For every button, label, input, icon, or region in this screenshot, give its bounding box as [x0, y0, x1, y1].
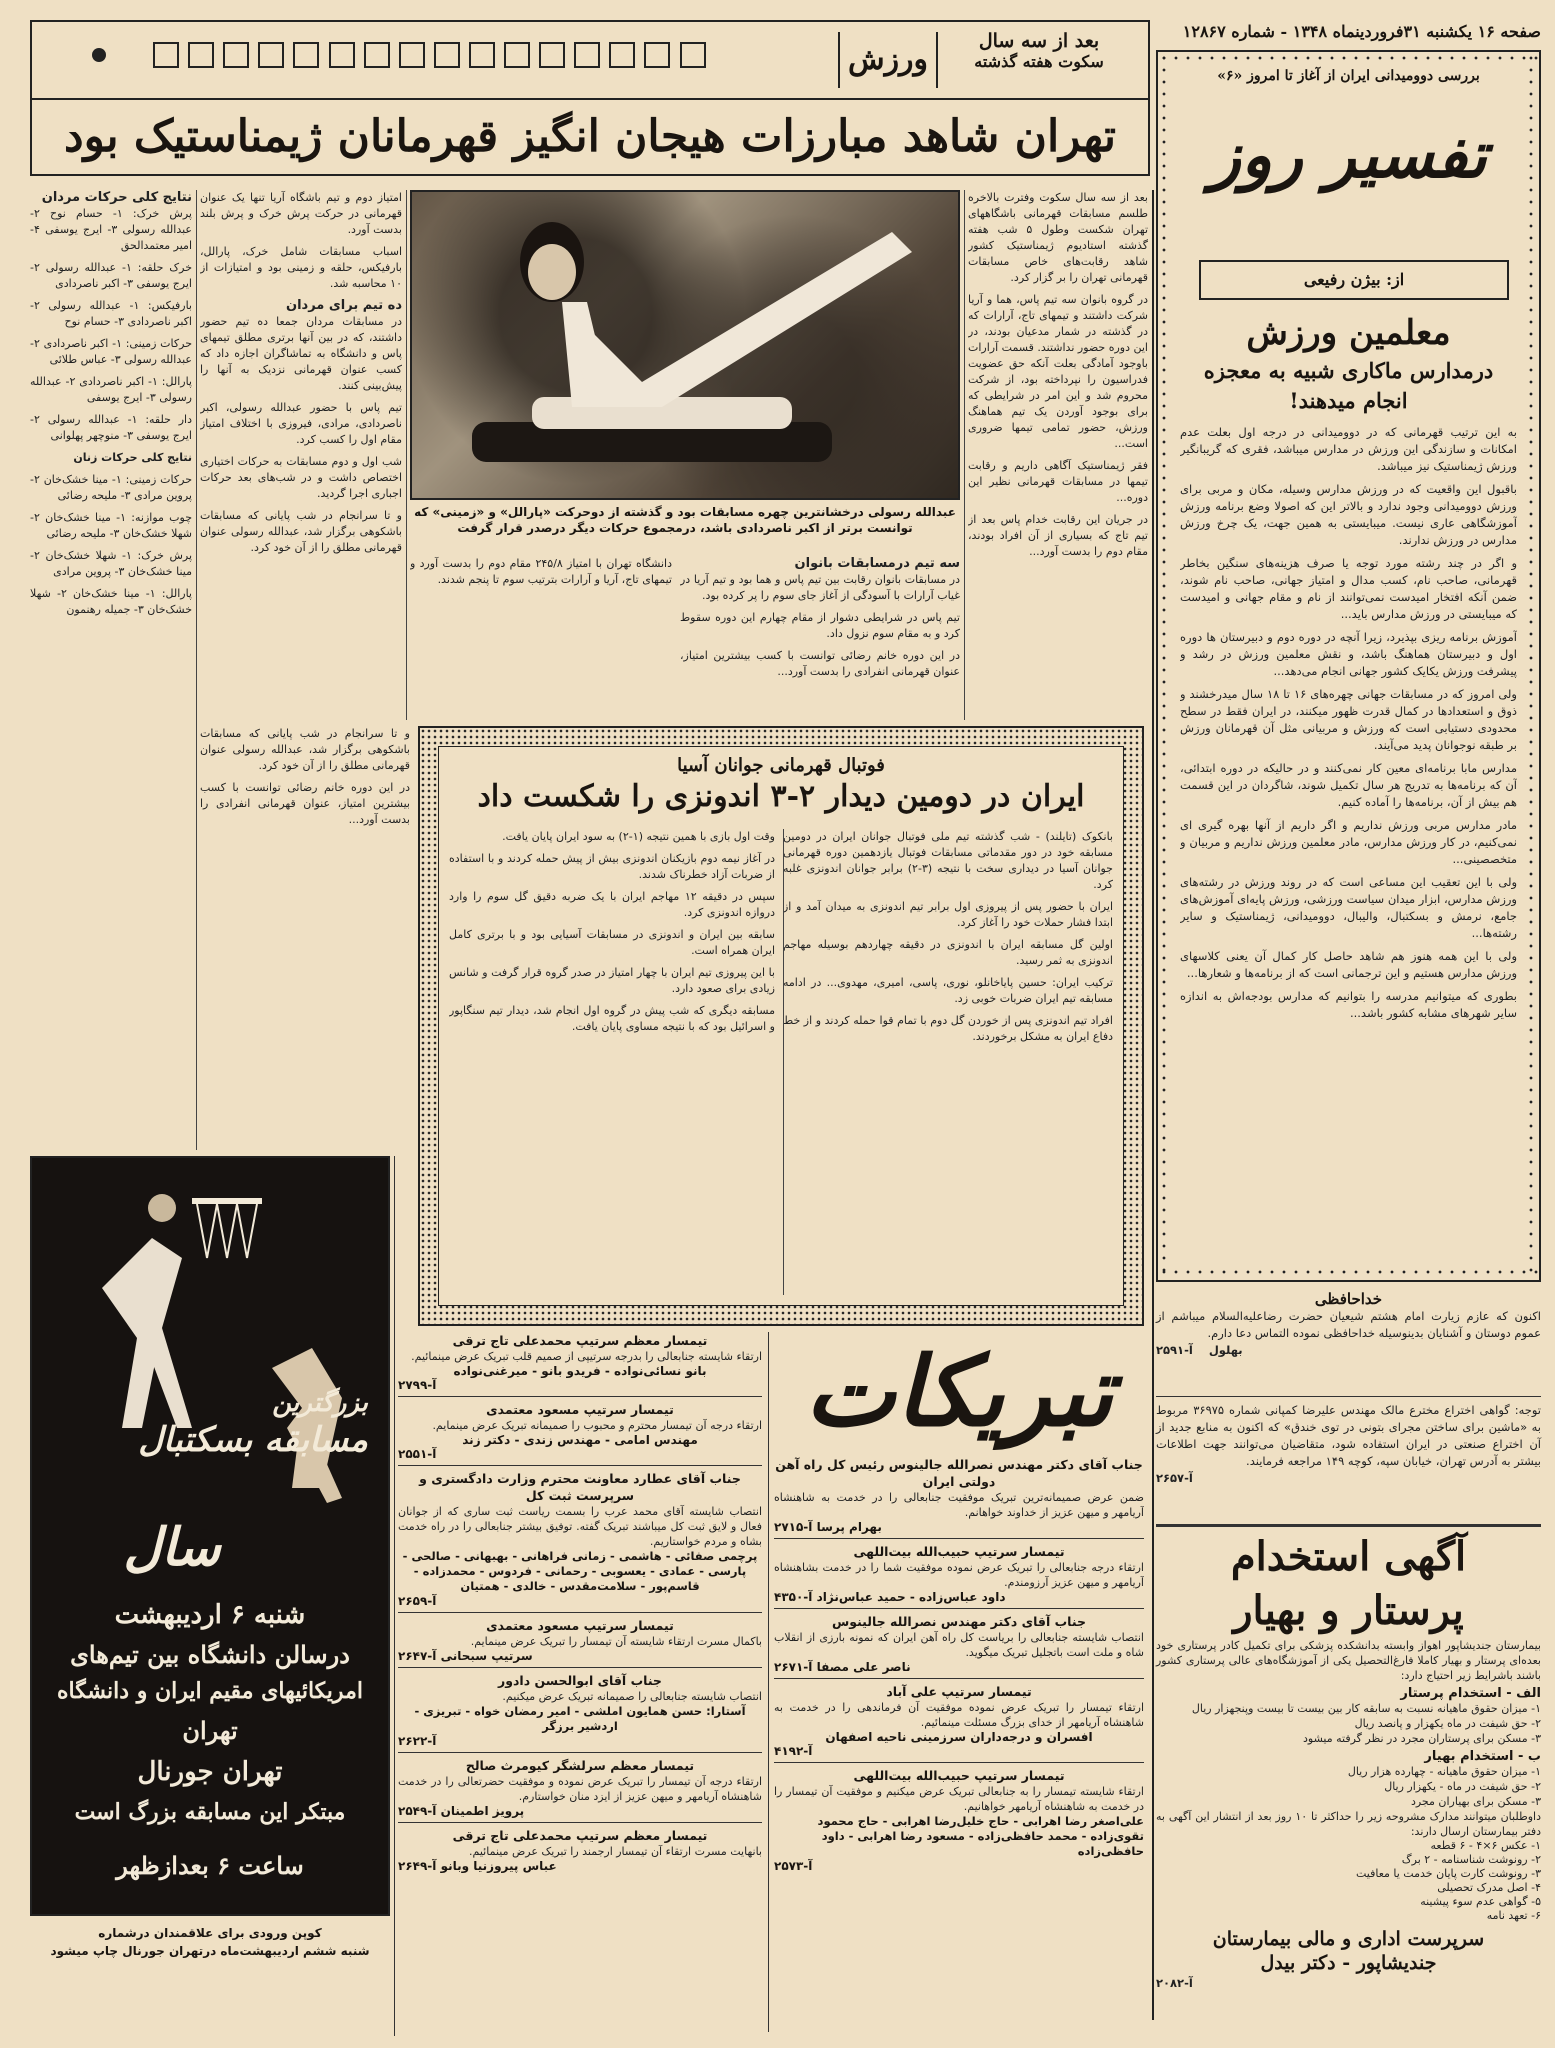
tabrik-body: ضمن عرض صمیمانه‌ترین تبریک موفقیت جنابعالی را در خدمت به شاهنشاه آریامهر و میهن عزیز از خداوند خواهانم.	[774, 1491, 1144, 1519]
column-rule	[768, 1332, 769, 2032]
football-paragraph: با این پیروزی تیم ایران با چهار امتیاز در صدر گروه قرار گرفت و شانس زیادی برای صعود دارد.	[449, 966, 775, 995]
kicker-bottom: سکوت هفته گذشته	[974, 52, 1104, 71]
result-line: بارفیکس: ۱- عبدالله رسولی ۲- اکبر ناصردادی ۳- حسام نوح	[30, 299, 192, 328]
tabrik-sign: عباس پیروزنیا وبانو	[440, 1859, 557, 1873]
main-headline: تهران شاهد مبارزات هیجان انگیز قهرمانان ژیمناستیک بود	[64, 111, 1116, 162]
sport-icon-wrestling	[469, 42, 495, 68]
notice-ref: آ-۲۵۹۱	[1156, 1343, 1193, 1357]
tabrik-sign: ناصر علی مصفا	[816, 1660, 911, 1674]
result-line: دار حلقه: ۱- عبدالله رسولی ۲- ایرج یوسفی ۳- منوچهر پهلوانی	[30, 413, 192, 442]
result-line: حرکات زمینی: ۱- اکبر ناصردادی ۲- عبدالله رسولی ۳- عباس طلائی	[30, 337, 192, 366]
job-ad-title-2: پرستار و بهیار	[1233, 1587, 1464, 1634]
job-ad-item: ۳- مسکن برای پرستاران مجرد در نظر گرفته میشود	[1303, 1732, 1541, 1745]
section-label: ورزش	[847, 42, 929, 77]
license-ref: آ-۲۶۵۷	[1156, 1471, 1193, 1485]
job-ad-item: ۱- میزان حقوق ماهیانه - چهارده هزار ریال	[1347, 1765, 1541, 1778]
tabrik-item	[774, 1613, 1144, 1674]
tabrik-item	[398, 1672, 762, 1748]
column-paragraph: به این ترتیب قهرمانی که در دوومیدانی در درجه اول بعلت عدم امکانات و سازندگی این ورزش در مدارس میباشد، فقری که گریبانگیر ورزش ژیمناستیک نیز میباشد.	[1180, 425, 1517, 473]
plus-border-left	[1158, 52, 1172, 1280]
tabrik-body: بانهایت مسرت ارتقاء آن تیمسار ارجمند را تبریک عرض مینمائیم.	[469, 1845, 762, 1858]
sport-icon-volleyball	[329, 42, 355, 68]
job-ad-doc: ۲- رونوشت شناسنامه - ۲ برگ	[1401, 1853, 1541, 1866]
football-paragraph: سابقه بین ایران و اندونزی در مسابقات آسیایی بود و با برتری کامل ایران همراه است.	[449, 928, 775, 957]
notice-title: خداحافظی	[1314, 1290, 1383, 1308]
result-line: چوب موازنه: ۱- مینا خشک‌خان ۲- شهلا خشک‌خان ۳- ملیحه رضائی	[30, 511, 192, 540]
sport-icon-football	[293, 42, 319, 68]
job-ad-item: ۳- مسکن برای بهیاران مجرد	[1410, 1795, 1541, 1808]
job-ad-section-a: الف - استخدام پرستار	[1400, 1686, 1541, 1701]
tabrik-body: ارتقاء شایسته جنابعالی را بدرجه سرتیپی از صمیم قلب تبریک عرض مینمائیم.	[411, 1350, 762, 1363]
tabrik-sign: داود عباس‌زاده - حمید عباس‌نژاد	[816, 1590, 1006, 1604]
tabrik-ref: آ-۴۳۵۰	[774, 1590, 813, 1604]
gym-continuation	[200, 726, 410, 1146]
divider	[398, 1752, 762, 1753]
job-ad-sign-1: سرپرست اداری و مالی بیمارستان	[1212, 1928, 1485, 1950]
gymnast-figure-icon	[412, 192, 958, 498]
byline: از: بیژن رفیعی	[1303, 270, 1405, 289]
job-ad-intro: بیمارستان جندیشاپور اهواز وابسته بدانشکده پزشکی برای تکمیل کادر پرستاری خود بعده‌ای پرستار و بهیار کاملا فارغ‌التحصیل یکی از آموزشگاه‌های عالی پرستاری کشور باشند باشرایط زیر احتیاج دارد:	[1156, 1639, 1541, 1682]
tabrik-sign: آستارا: حسن همایون املشی - امیر رمضان خواه - تبریزی - اردشیر برزگر	[414, 1704, 746, 1733]
tafsir-logo	[1178, 96, 1519, 246]
women-section	[680, 556, 960, 720]
column-paragraph: و اگر در چند رشته مورد توجه یا صرف هزینه‌های سنگین بخاطر قهرمانی، صاحب نام، کسب مدال و امتیاز جهانی، صاحب نام شوند، ضمن آنکه افتخار امیدست نمی‌توانند از نام و مقام جهانی و امیدست که میبایستی در ورزش مدارس باید...	[1180, 556, 1517, 621]
tabrik-ref: آ-۲۶۴۹	[398, 1859, 437, 1873]
header-kicker	[944, 30, 1134, 71]
tafsir-rooz-column	[1156, 50, 1541, 1282]
sport-icon-weightlifting	[434, 42, 460, 68]
job-ad-item: ۲- حق شیفت در ماه یکهزار و پانصد ریال	[1354, 1717, 1541, 1730]
tabrik-body: باکمال مسرت ارتقاء شایسته آن تیمسار را تبریک عرض مینمایم.	[470, 1635, 762, 1648]
football-paragraph: ایران با حضور پس از پیروزی اول برابر تیم اندونزی به میدان آمد و از ابتدا فشار حملات خود را آغاز کرد.	[783, 900, 1113, 929]
tabrik-ref: آ-۲۷۱۵	[774, 1520, 813, 1534]
tabrik-body: ارتقاء درجه جنابعالی را تبریک عرض نموده موفقیت شما را در خدمت بشاهنشاه آریامهر و میهن عزیز آرزومندم.	[774, 1561, 1144, 1589]
tabrik-head: تیمسار سرتیپ حبیب‌الله بیت‌اللهی	[853, 1544, 1065, 1559]
tabrik-item	[774, 1767, 1144, 1873]
tabrikat-left-column	[398, 1332, 762, 2036]
tabrik-item	[398, 1332, 762, 1392]
column-body	[1180, 424, 1517, 1264]
column-paragraph: باقبول این واقعیت که در ورزش مدارس وسیله، مکان و مربی برای ورزش دوومیدانی وجود ندارد و بالاتر این که اصولا وضع برنامه ورزش آموزشگاهی عاری نیست. میبایستی به همین جهت، یک چرخ ورزش مدارس در ورزش ندارند.	[1180, 482, 1517, 547]
tabrik-item	[398, 1757, 762, 1818]
column-paragraph: ولی با این تعقیب این مساعی است که در روند ورزش در رشته‌های ورزش مدارس، ابزار میدان سیاست ورزشی، ورزش پایه‌ای آموزش‌های جامع، نرمش و بسکتبال، والیبال، دوومیدانی، ژیمناستیک و سایر رشته‌ها...	[1180, 875, 1517, 940]
football-paragraph: افراد تیم اندونزی پس از خوردن گل دوم با تمام قوا حمله کردند و از خط دفاع ایران به مشکل برخوردند.	[783, 1014, 1113, 1043]
women-paragraph: تیم پاس در شرایطی دشوار از مقام چهارم این دوره سقوط کرد و به مقام سوم نزول داد.	[680, 611, 960, 640]
tabrik-ref: آ-۲۶۷۱	[774, 1660, 813, 1674]
coupon-line-2: شنبه ششم اردیبهشت‌ماه درتهران جورنال چاپ میشود	[50, 1944, 370, 1958]
tabrik-ref: آ-۲۷۹۹	[398, 1378, 437, 1392]
football-col-rule	[783, 829, 784, 1295]
divider	[774, 1678, 1144, 1679]
tabrik-head: تیمسار سرتیپ مسعود معتمدی	[486, 1618, 674, 1633]
tabrik-item	[774, 1543, 1144, 1604]
gym-narrow-paragraph: اسباب مسابقات شامل خرک، پارالل، بارفیکس، حلقه و زمینی بود و امتیازات از ۱۰ محاسبه شد.	[200, 245, 402, 290]
job-ad-ref: آ-۲۰۸۲	[1156, 1976, 1193, 1990]
notice-license	[1156, 1402, 1541, 1520]
tabrik-head: تیمسار معظم سرلشگر کیومرث صالح	[465, 1758, 695, 1773]
tabrik-ref: آ-۲۶۲۲	[398, 1734, 437, 1748]
tabrik-sign: پرویز اطمینان	[440, 1804, 525, 1818]
job-ad-doc: ۶- تعهد نامه	[1486, 1909, 1541, 1922]
tabrik-ref: آ-۴۱۹۲	[774, 1744, 813, 1758]
tabrik-sign: پرچمی صفائی - هاشمی - زمانی فراهانی - بهبهانی - صالحی - پارسی - عمادی - یعسوبی - رحمانی - فردوس - محمدزاده - قاسم‌پور - سلامت‌مقدس - خالدی - همتیان	[402, 1549, 758, 1593]
men-paragraph: در مسابقات مردان جمعا ده تیم حضور داشتند، که در بین آنها برتری مطلق تیمهای پاس و دانشگاه به تماشاگران اجازه داد که کسب عنوان قهرمانی نزدیک به آنها را پیش‌بینی کنند.	[200, 315, 402, 392]
result-line: پارالل: ۱- مینا خشک‌خان ۲- شهلا خشک‌خان ۳- جمیله رهنمون	[30, 587, 192, 616]
notice-khodahafezi	[1156, 1290, 1541, 1390]
gymnast-photo	[410, 190, 960, 500]
column-paragraph: آموزش برنامه ریزی بپذیرد، زیرا آنچه در دوره دوم و دبیرستان ها دوره اول و دبیرستان هماهنگ باشد، و نقش معلمین ورزش در رشد و پیشرفت ورزش یکایک کشور جهانی انجام می‌دهد...	[1180, 630, 1517, 678]
gym-intro-paragraph: فقر ژیمناستیک آگاهی داریم و رقابت تیمها در مسابقات قهرمانی نظیر این دوره...	[968, 459, 1148, 504]
gym-narrow-paragraph: امتیاز دوم و تیم باشگاه آریا تنها یک عنوان قهرمانی در حرکت پرش خرک و پرش بلند بدست آورد.	[200, 191, 402, 236]
tabrik-head: تیمسار سرتیپ علی آباد	[886, 1684, 1032, 1699]
column-subhead: درمدارس ماکاری شبیه به معجزه انجام میدهند!	[1203, 358, 1494, 413]
job-ad-doc: ۴- اصل مدرک تحصیلی	[1437, 1881, 1541, 1894]
men-paragraph: تیم پاس با حضور عبدالله رسولی، اکبر ناصردادی، مرادی، فیروزی با اختلاف امتیاز مقام اول را کسب کرد.	[200, 401, 402, 446]
job-ad-doc: ۱- عکس ۶×۴ - ۶ قطعه	[1430, 1839, 1541, 1852]
football-paragraph: اولین گل مسابقه ایران با اندونزی در دقیقه چهاردهم بوسیله مهاجم اندونزی به ثمر رسید.	[783, 938, 1113, 967]
job-ad-item: ۲- حق شیفت در ماه - یکهزار ریال	[1384, 1780, 1541, 1793]
column-paragraph: مدارس مابا برنامه‌ای معین کار نمی‌کنند و در حالیکه در دوره ابتدائی، آن که برنامه‌ها به تدریج هر سال تکمیل شوند، شاگردان در این قسمت هم بیش از آن، برنامه‌ها را آماده کنیم.	[1180, 761, 1517, 809]
tabrikat-title: تبریکات	[804, 1335, 1113, 1448]
column-rule	[406, 190, 407, 720]
result-line: پرش خرک: ۱- حسام نوح ۲- عبدالله رسولی ۳- ایرج یوسفی ۴- امیر معتمدالحق	[30, 207, 192, 252]
header-divider	[32, 98, 1148, 100]
tabrik-head: جناب آقای دکتر مهندس نصرالله جالینوس رئیس کل راه آهن دولتی ایران	[775, 1457, 1143, 1489]
result-line: پرش خرک: ۱- شهلا خشک‌خان ۲- مینا خشک‌خان ۳- پروین مرادی	[30, 549, 192, 578]
divider	[1156, 1396, 1541, 1397]
sport-icon-boxing	[364, 42, 390, 68]
kicker-top: بعد از سه سال	[978, 30, 1100, 52]
basket-line-3: سال	[123, 1517, 221, 1578]
tabrik-body: انتصاب شایسته جنابعالی را صمیمانه تبریک عرض میکنیم.	[502, 1690, 762, 1703]
job-ad-note: داوطلبان میتوانند مدارک مشروحه زیر را حداکثر تا ۱۰ روز بعد از انتشار این آگهی به دفتر بیمارستان ارسال دارند:	[1156, 1810, 1541, 1838]
column-strap: بررسی دوومیدانی ایران از آغاز تا امروز «۶»	[1217, 68, 1480, 84]
tabrikat-title-box	[774, 1332, 1144, 1452]
tabrikat-right-column	[774, 1456, 1144, 2036]
sport-icon-rowing	[539, 42, 565, 68]
column-paragraph: مادر مدارس مربی ورزش نداریم و اگر داریم از آنها بهره گیری ای نمی‌کنیم، در کار ورزش مدارس، مادر معلمین ورزش نداریم و مربیان و متخصصینی...	[1180, 818, 1517, 866]
basket-time: ساعت ۶ بعدازظهر	[116, 1851, 304, 1880]
byline-box	[1199, 260, 1509, 300]
tabrik-item	[774, 1683, 1144, 1758]
job-ad-section-b: ب - استخدام بهیار	[1424, 1749, 1541, 1764]
column-paragraph: بطوری که میتوانیم مدرسه را بتوانیم که مدارس بودجه‌اش به اندازه سایر شهرهای مشابه کشور باشد...	[1180, 989, 1517, 1020]
basketball-ad	[30, 1156, 390, 1916]
column-paragraph: ولی امروز که در مسابقات جهانی چهره‌های ۱۶ تا ۱۸ سال میدرخشند و ذوق و استعدادها در کمال قدرت ظهور میکنند، در ایران فقط در سطح محدودی دستیابی است که ورزش و مربیانی مثل آن قهرمانان ورزش بر طبقه نوجوانان پدید می‌آیند.	[1180, 687, 1517, 752]
column-rule	[196, 190, 197, 1150]
divider	[398, 1612, 762, 1613]
football-paragraph: سپس در دقیقه ۱۲ مهاجم ایران با یک ضربه دقیق گل سوم را وارد دروازه اندونزی کرد.	[449, 890, 775, 919]
results-column	[30, 190, 192, 1150]
column-paragraph: ولی با این همه هنوز هم شاهد حاصل کار کمال آن یعنی کلاسهای ورزش مدارس هستیم و این ترجمانی است که از برنامه‌ها و شعارها...	[1180, 949, 1517, 980]
tabrik-body: انتصاب شایسته آقای محمد عرب را بسمت ریاست ثبت ساری که از جوانان فعال و لایق ثبت کل میباشند تبریک گفته. توفیق بیشتر جنابعالی را در راه خدمت بشاه و مردم خواستاریم.	[398, 1505, 762, 1548]
plus-border-right	[1525, 52, 1539, 1280]
gym-intro-paragraph: در جریان این رقابت خدام پاس بعد از تیم تاج که بسیاری از آن افراد بودند، مقام دوم را بدست آورد...	[968, 513, 1148, 558]
license-body: توجه: گواهی اختراع مخترع مالک مهندس علیرضا کمپانی شماره ۳۶۹۷۵ مربوط به «ماشین برای ساختن مجرای بتونی در توی خندق» که اکنون به منابع جدید از آن اختراع صنعتی در ایران استفاده شود، متقاضیان می‌توانند جهت اطلاعات بیشتر به آدرس تهران، خیابان سپه، کوچه ۱۴۹ مراجعه فرمایند.	[1156, 1403, 1541, 1468]
women-paragraph: در این دوره خانم رضائی توانست با کسب بیشترین امتیاز، عنوان قهرمانی انفرادی را بدست آورد...	[680, 649, 960, 678]
basket-venue-1: درسالن دانشگاه بین تیم‌های	[70, 1640, 350, 1669]
women-paragraph: در مسابقات بانوان رقابت بین تیم پاس و هما بود و تیم آریا در غیاب آرارات با آسودگی از آغاز جای سوم را پر کرده بود.	[680, 573, 960, 602]
sport-icon-swimming	[188, 42, 214, 68]
tabrik-item	[398, 1401, 762, 1461]
column-rule	[1152, 190, 1154, 2020]
sport-icon-running	[223, 42, 249, 68]
main-headline-wrap	[32, 104, 1148, 170]
football-paragraph: بانکوک (تایلند) - شب گذشته تیم ملی فوتبال جوانان ایران در دومین مسابقه خود در دور مقدماتی مسابقات فوتبال یازدهمین دوره قهرمانی جوانان آسیا در دیداری سخت با نتیجه (۳-۲) برابر جوانان اندونزی غلبه کرد.	[783, 830, 1113, 891]
tabrik-head: تیمسار سرتیپ مسعود معتمدی	[486, 1402, 674, 1417]
tabrik-body: انتصاب شایسته جنابعالی را بریاست کل راه آهن ایران که نمونه بارزی از انقلاب شاه و ملت است باتجلیل تبریک میگوید.	[774, 1631, 1144, 1659]
column-rule	[394, 1156, 395, 2036]
gym-narrow-column	[200, 190, 402, 720]
page-info-text: صفحه ۱۶ یکشنبه ۳۱فروردینماه ۱۳۴۸ - شماره ۱۲۸۶۷	[1182, 22, 1541, 41]
job-ad-title-1: آگهی استخدام	[1230, 1533, 1467, 1580]
men-paragraph: دانشگاه تهران با امتیاز ۲۴۵/۸ مقام دوم را بدست آورد و تیمهای تاج، آریا و آرارات بترتیب سوم تا پنجم شدند.	[410, 557, 672, 586]
tabrik-head: تیمسار سرتیپ حبیب‌الله بیت‌اللهی	[853, 1768, 1065, 1783]
basket-venue-3: تهران	[182, 1716, 238, 1745]
gym-intro-paragraph: بعد از سه سال سکوت وفترت بالاخره طلسم مسابقات قهرمانی باشگاههای تهران شکست وطول ۵ شب هفته گذشته استادیوم ژیمناستیک کشور شاهد رقابت‌های خاص مسابقات قهرمانی تهران را بر گزار کرد.	[968, 191, 1148, 284]
tabrik-sign: مهندس امامی - مهندس زندی - دکتر زند	[462, 1433, 698, 1447]
result-line: نتایج کلی حرکات زنان	[73, 451, 192, 464]
tabrik-sign: بهرام پرسا	[816, 1520, 882, 1534]
gym-narrow-paragraph: و تا سرانجام در شب پایانی که مسابقات باشکوهی برگزار شد، عبدالله رسولی عنوان قهرمانی مطلق را از آن خود کرد.	[200, 509, 402, 554]
football-paragraph: در آغاز نیمه دوم بازیکنان اندونزی بیش از پیش حمله کردند و با استفاده از ضربات آزاد خطرناک شدند.	[449, 852, 775, 881]
tabrik-body: ارتقاء درجه آن تیمسار را تبریک عرض نموده و موفقیت حضرتعالی را در خدمت شاهنشاه آریامهر و میهن عزیز از ایزد منان خواستارم.	[398, 1775, 762, 1803]
bullet-icon	[92, 48, 106, 62]
divider	[1156, 1524, 1541, 1527]
tabrik-head: جناب آقای عطارد معاونت محترم وزارت دادگستری و سرپرست ثبت کل	[419, 1471, 741, 1503]
tabrik-item	[398, 1470, 762, 1608]
basketball-coupon	[30, 1924, 390, 1960]
divider	[774, 1608, 1144, 1609]
photo-caption: عبدالله رسولی درخشانترین چهره مسابقات بود و گذشته از دوحرکت «پارالل» و «زمینی» که توانست برتر از اکبر ناصردادی باشد، درمجموع حرکات دیگر درصدر قرار گرفت	[414, 505, 956, 535]
section-label-box	[838, 32, 938, 88]
sport-icon-shooting	[609, 42, 635, 68]
basketball-players-icon	[42, 1168, 382, 1568]
football-headline: ایران در دومین دیدار ۲-۳ اندونزی را شکست داد	[477, 779, 1085, 814]
result-line: خرک حلقه: ۱- عبدالله رسولی ۲- ایرج یوسفی ۳- اکبر ناصردادی	[30, 261, 192, 290]
plus-border-bottom	[1158, 1266, 1539, 1280]
sport-icon-basketball	[399, 42, 425, 68]
notice-sign: بهلول	[1208, 1343, 1243, 1357]
gym-continuation-paragraph: در این دوره خانم رضائی توانست با کسب بیشترین امتیاز، عنوان قهرمانی انفرادی را بدست آورد...	[200, 781, 410, 826]
tabrik-sign: علی‌اصغر رضا اهرابی - حاج خلیل‌رضا اهرابی - حاج محمود تقوی‌زاده - محمد حافظی‌زاده - مسعود رضا اهرابی - داود حافظی‌زاده	[817, 1814, 1144, 1858]
tabrik-sign: بانو نسائی‌نواده - فریدو بانو - میرغنی‌نواده	[453, 1364, 707, 1378]
tabrik-ref: آ-۲۵۵۱	[398, 1447, 437, 1461]
notice-body: اکنون که عازم زیارت امام هشتم شیعیان حضرت رضاعلیه‌السلام میباشم از عموم دوستان و آشنایان بدینوسیله خداحافظی نموده التماس دعا دارم.	[1156, 1309, 1541, 1340]
column-rule	[964, 190, 965, 720]
men-head: ده تیم برای مردان	[285, 298, 402, 313]
divider	[398, 1822, 762, 1823]
tabrik-ref: آ-۲۵۷۳	[774, 1859, 813, 1873]
tabrik-body: ارتقاء درجه آن تیمسار محترم و محبوب را صمیمانه تبریک عرض مینمایم.	[432, 1419, 762, 1432]
divider	[774, 1762, 1144, 1763]
football-paragraph: مسابقه دیگری که شب پیش در گروه اول انجام شد، دیدار تیم سنگاپور و اسرائیل بود که با نتیجه مساوی پایان یافت.	[449, 1004, 775, 1033]
sport-icon-skiing	[574, 42, 600, 68]
job-ad-doc: ۵- گواهی عدم سوء پیشینه	[1420, 1895, 1541, 1908]
tafsir-logo-text: تفسیر روز	[1210, 118, 1487, 193]
job-ad	[1156, 1530, 1541, 2030]
sport-icon-gymnastics	[504, 42, 530, 68]
tabrik-ref: آ-۲۶۵۹	[398, 1594, 437, 1608]
gym-intro-paragraph: در گروه بانوان سه تیم پاس، هما و آریا شرکت داشتند و تیمهای تاج، آرارات که در گذشته در شمار مدعیان بودند، در این دوره حضور نداشتند. قسمت آرارات باوجود آمادگی بعلت آنکه حق عضویت فدراسیون را نپرداخته بود، از شرکت محروم شد و این امر در شرایطی که برای بوجود آوردن یک تیم هماهنگ ورزش، حضور تمامی تیمها ضروری است...	[968, 293, 1148, 450]
sport-icon-athletics	[680, 42, 706, 68]
sport-icon-cycling	[153, 42, 179, 68]
tabrik-sign: سرتیپ سبحانی	[440, 1649, 533, 1663]
tabrik-ref: آ-۲۵۴۹	[398, 1804, 437, 1818]
gym-continuation-paragraph: و تا سرانجام در شب پایانی که مسابقات باشکوهی برگزار شد، عبدالله رسولی عنوان قهرمانی مطلق را از آن خود کرد.	[200, 727, 410, 772]
gym-narrow-paragraph: شب اول و دوم مسابقات به حرکات اختیاری اختصاص داشت و در شب‌های بعد حرکات اجباری اجرا گردید.	[200, 455, 402, 500]
tabrik-sign: افسران و درجه‌داران سرزمینی ناحیه اصفهان	[825, 1730, 1093, 1744]
football-kicker: فوتبال قهرمانی جوانان آسیا	[677, 755, 885, 776]
tabrik-head: جناب آقای ابوالحسن دادور	[498, 1673, 662, 1688]
column-headline: معلمین ورزش	[1246, 313, 1451, 353]
basket-line-1: بزرگترین	[272, 1388, 368, 1418]
tabrik-head: تیمسار معظم سرتیپ محمدعلی تاج ترقی	[452, 1333, 708, 1348]
job-ad-doc: ۳- رونوشت کارت پایان خدمت یا معافیت	[1355, 1867, 1541, 1880]
sport-icon-tennis	[644, 42, 670, 68]
men-continued	[410, 556, 672, 720]
divider	[398, 1396, 762, 1397]
result-line: حرکات زمینی: ۱- مینا خشک‌خان ۲- پروین مرادی ۳- ملیحه رضائی	[30, 473, 192, 502]
basket-venue-2: امریکائیهای مقیم ایران و دانشگاه	[57, 1678, 363, 1704]
sports-header-box	[30, 20, 1150, 176]
result-line: پارالل: ۱- اکبر ناصردادی ۲- عبدالله رسولی ۳- ایرج یوسفی	[30, 375, 192, 404]
basket-line-2: مسابقه بسکتبال	[138, 1420, 368, 1460]
football-inner	[438, 746, 1124, 1306]
sport-icons-strip	[92, 42, 832, 76]
football-box	[418, 726, 1144, 1326]
football-paragraph: وقت اول بازی با همین نتیجه (۱-۲) به سود ایران پایان یافت.	[502, 830, 775, 843]
coupon-line-1: کوپن ورودی برای علاقمندان درشماره	[98, 1926, 322, 1940]
tabrik-head: جناب آقای دکتر مهندس نصرالله جالینوس	[831, 1614, 1086, 1629]
tabrik-ref: آ-۲۶۴۷	[398, 1649, 437, 1663]
gym-intro-column	[968, 190, 1148, 720]
results-head: نتایج کلی حرکات مردان	[41, 190, 192, 205]
women-head: سه تیم درمسابقات بانوان	[794, 556, 960, 571]
job-ad-sign-2: جندیشاپور - دکتر بیدل	[1260, 1952, 1437, 1974]
basket-sponsor-2: مبتکر این مسابقه بزرگ است	[74, 1799, 346, 1825]
basket-date: شنبه ۶ اردیبهشت	[114, 1600, 306, 1630]
tabrik-item	[398, 1617, 762, 1663]
basket-sponsor-1: تهران جورنال	[137, 1757, 283, 1787]
tabrik-item	[774, 1456, 1144, 1534]
tabrik-body: ارتقاء تیمسار را تبریک عرض نموده موفقیت آن فرماندهی را در خدمت به شاهنشاه آریامهر از خدای بزرگ مسئلت مینمائیم.	[774, 1701, 1144, 1729]
divider	[398, 1667, 762, 1668]
divider	[398, 1465, 762, 1466]
job-ad-item: ۱- میزان حقوق ماهیانه نسبت به سابقه کار بین بیست تا بیست وپنجهزار ریال	[1191, 1702, 1541, 1715]
tabrik-body: ارتقاء شایسته تیمسار را به جنابعالی تبریک عرض میکنیم و موفقیت آن تیمسار را در خدمت به شاهنشاه آریامهر خواهانیم.	[774, 1785, 1144, 1813]
plus-border-top	[1158, 52, 1539, 66]
football-paragraph: ترکیب ایران: حسین پایاخانلو، نوری، پاسی، امیری، مهدوی... در ادامه مسابقه تیم ایران ضربات خوبی زد.	[783, 976, 1113, 1005]
divider	[774, 1538, 1144, 1539]
tabrik-item	[398, 1827, 762, 1873]
sport-icon-fencing	[258, 42, 284, 68]
football-col-right	[783, 829, 1113, 1295]
tabrik-head: تیمسار معظم سرتیپ محمدعلی تاج ترقی	[452, 1828, 708, 1843]
football-col-left	[449, 829, 775, 1295]
